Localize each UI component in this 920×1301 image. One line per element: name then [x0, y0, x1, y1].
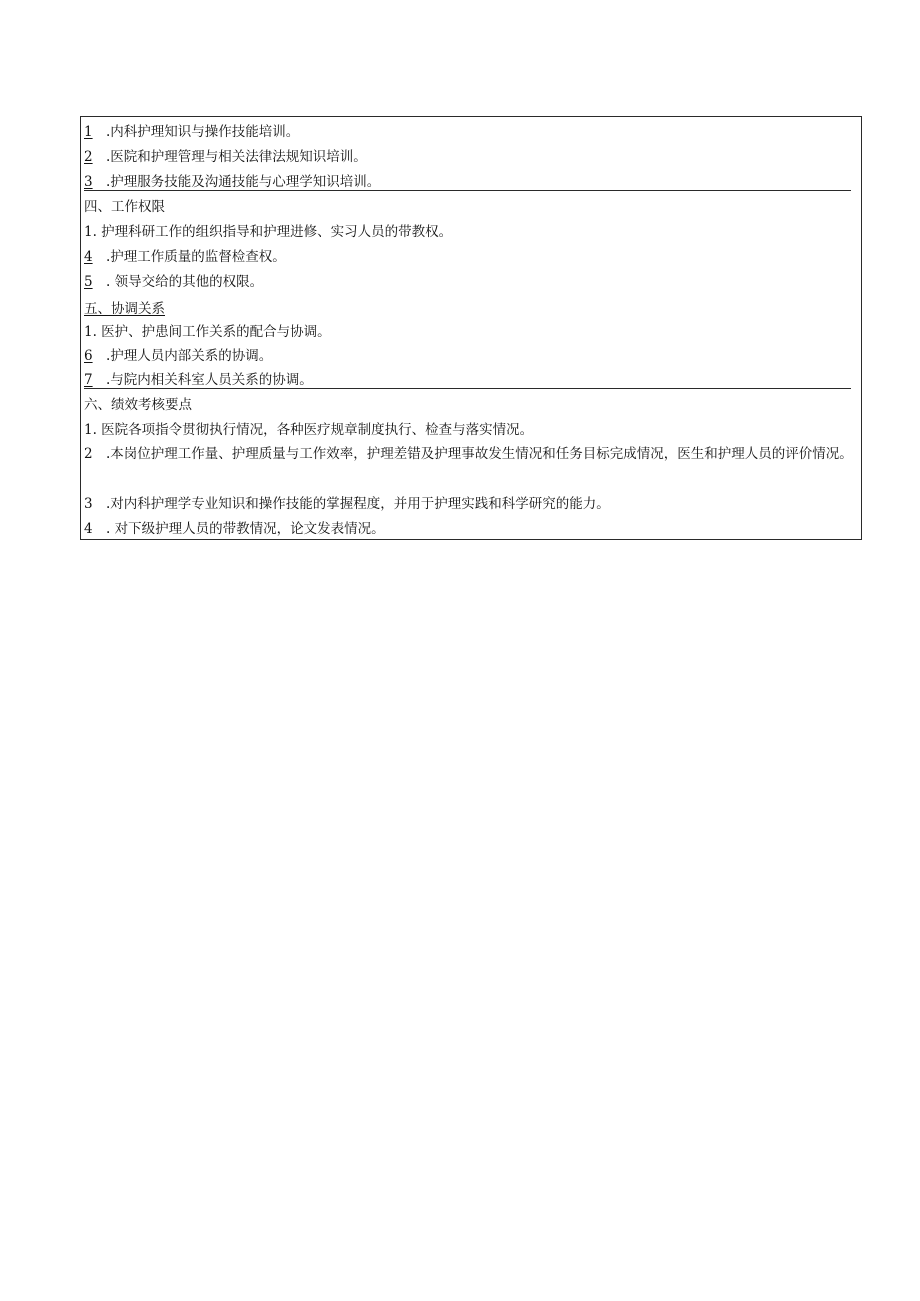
coordination-item-7 [84, 372, 851, 389]
item-text: 1. 医院各项指令贯彻执行情况，各种医疗规章制度执行、检查与落实情况。 [84, 422, 534, 438]
item-text: .医院和护理管理与相关法律法规知识培训。 [106, 149, 367, 165]
authority-item-4 [84, 249, 853, 265]
item-text: .与院内相关科室人员关系的协调。 [106, 372, 313, 388]
heading-text: 五、协调关系 [84, 301, 165, 317]
item-text: .护理人员内部关系的协调。 [106, 348, 273, 364]
item-text: .护理工作质量的监督检查权。 [106, 249, 286, 265]
item-text: 1. 护理科研工作的组织指导和护理进修、实习人员的带教权。 [84, 224, 453, 240]
authority-item-5 [84, 274, 853, 290]
item-number: 7 [84, 372, 93, 388]
performance-item-1 [84, 422, 853, 438]
heading-text: 六、绩效考核要点 [84, 397, 192, 413]
item-number: 5 [84, 274, 93, 290]
item-number: 3 [84, 174, 93, 190]
section-heading-work-authority [84, 199, 853, 215]
performance-item-4 [84, 521, 853, 537]
item-text: . 对下级护理人员的带教情况，论文发表情况。 [106, 521, 385, 537]
item-number: 2 [84, 446, 93, 462]
item-number: 3 [84, 496, 93, 512]
item-text: . 领导交给的其他的权限。 [106, 274, 264, 290]
coordination-item-6 [84, 348, 853, 364]
training-item-3 [84, 174, 851, 191]
document-table-cell [80, 116, 862, 540]
item-number: 1 [84, 124, 93, 140]
item-number: 2 [84, 149, 93, 165]
item-number: 4 [84, 521, 93, 537]
section-heading-coordination [84, 301, 853, 317]
performance-item-3 [84, 496, 853, 512]
training-item-1 [84, 124, 853, 140]
item-number: 4 [84, 249, 93, 265]
item-text: 1. 医护、护患间工作关系的配合与协调。 [84, 324, 331, 340]
item-text: .对内科护理学专业知识和操作技能的掌握程度，并用于护理实践和科学研究的能力。 [106, 496, 610, 512]
item-text: .本岗位护理工作量、护理质量与工作效率，护理差错及护理事故发生情况和任务目标完成情况，医生和护理人员的评价情况。 [106, 446, 853, 462]
heading-text: 四、工作权限 [84, 199, 165, 215]
coordination-item-1 [84, 324, 853, 340]
section-heading-performance [84, 397, 853, 413]
training-item-2 [84, 149, 853, 165]
authority-item-1 [84, 224, 853, 240]
item-text: .内科护理知识与操作技能培训。 [106, 124, 300, 140]
item-number: 6 [84, 348, 93, 364]
item-text: .护理服务技能及沟通技能与心理学知识培训。 [106, 174, 381, 190]
performance-item-2 [84, 442, 853, 466]
